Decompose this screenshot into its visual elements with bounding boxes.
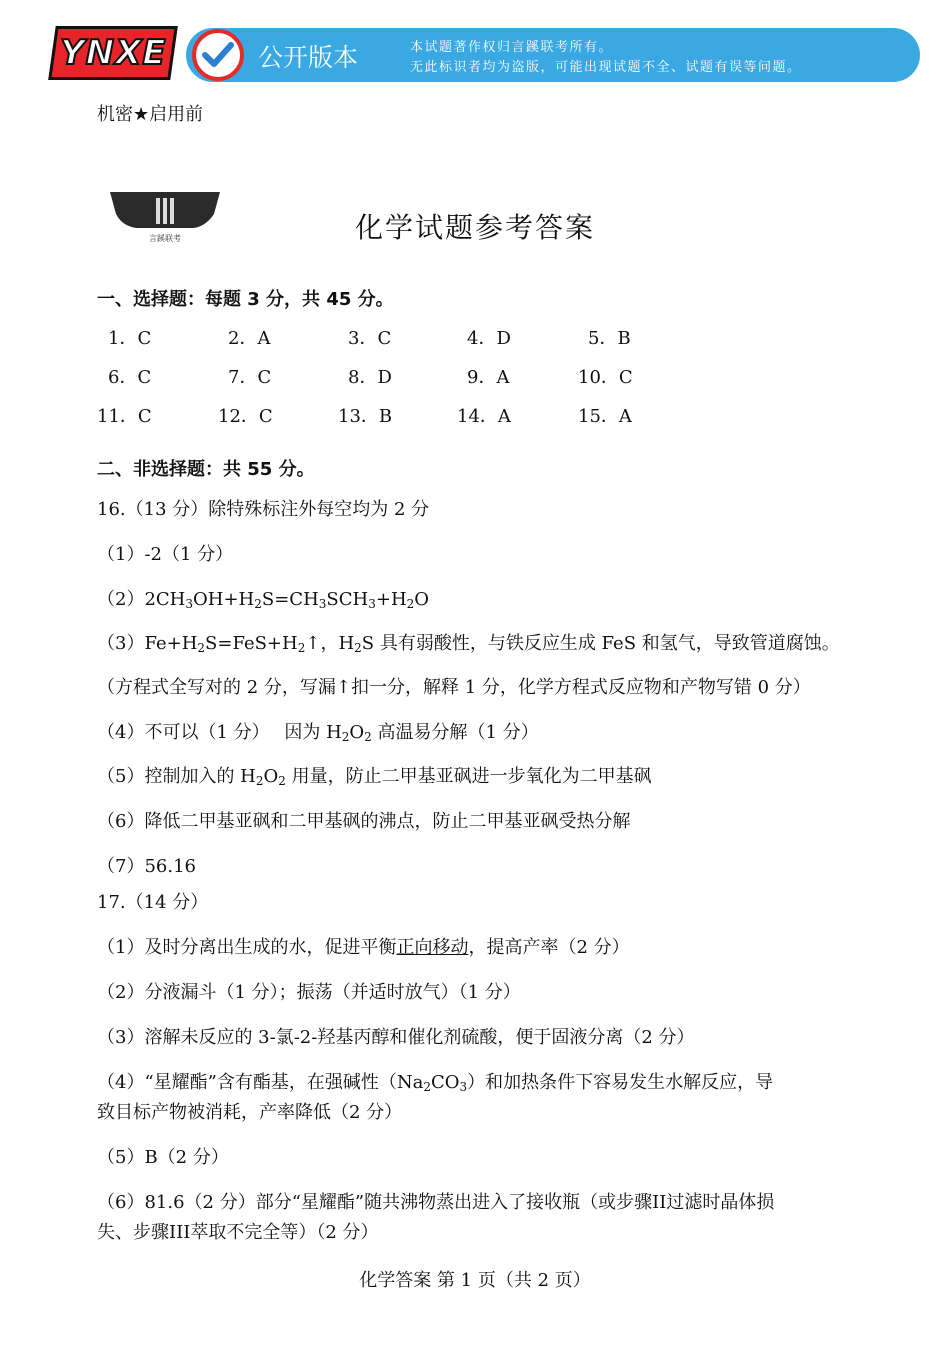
answer-item: 8．D [348,367,392,388]
public-version-label: 公开版本 [258,43,359,72]
q17-answer-6-line2: 失、步骤III萃取不完全等）（2 分） [97,1222,379,1243]
q16-answer-2: $(2)2CH_3OH+H_2S=CH_3SCH_3+H_2O$ [97,589,430,611]
q17-answer-3: （3）溶解未反应的 3-氯-2-羟基丙醇和催化剂硫酸，便于固液分离（2 分） [97,1027,695,1048]
q16-answer-3: $(3)Fe+H_2S=FeS+H_2↑$，$H_2S$ 具有弱酸性，与铁反应生成 FeS 和氢气，导致管道腐蚀。 [97,633,840,655]
ynxe-logo-text: YNXE [59,33,167,73]
q16-header: 16.（13 分）除特殊标注外每空均为 2 分 [97,499,430,520]
q16-answer-1: （1）-2（1 分） [97,544,234,565]
page-title: 化学试题参考答案 [354,211,595,244]
check-icon [192,29,244,81]
answer-item: 2．A [228,328,271,349]
confidential-label: 机密★启用前 [97,104,204,125]
q16-answer-7: （7）56.16 [97,856,196,877]
answer-item: 5．B [588,328,631,349]
answer-item: 10．C [578,367,633,388]
answer-item: 3．C [348,328,392,349]
q17-answer-4-line1: （4）“星耀酯”含有酯基，在强碱性$(Na_2CO_3)$和加热条件下容易发生水解反应，导 [97,1072,774,1094]
answer-item: 15．A [578,406,632,427]
section2-heading: 二、非选择题：共 55 分。 [97,459,315,480]
q17-answer-6-line1: （6）81.6（2 分）部分“星耀酯”随共沸物蒸出进入了接收瓶（或步骤II过滤时晶体损 [97,1192,775,1213]
underlined-text: 正向移动 [396,937,469,958]
answer-item: 12．C [218,406,273,427]
answer-item: 7．C [228,367,272,388]
q17-answer-5: （5）B（2 分） [97,1147,229,1168]
q17-header: 17.（14 分） [97,892,209,913]
q17-answer-1: （1）及时分离出生成的水，促进平衡正向移动，提高产率（2 分） [97,937,630,958]
answer-item: 6．C [108,367,152,388]
answer-item: 13．B [338,406,393,427]
q17-answer-4-line2: 致目标产物被消耗，产率降低（2 分） [97,1102,403,1123]
answer-item: 14．A [457,406,511,427]
copyright-notice-line1: 本试题著作权归言蹊联考所有。 [410,40,614,55]
answer-item: 4．D [467,328,511,349]
answer-item: 1．C [108,328,152,349]
q16-answer-6: （6）降低二甲基亚砜和二甲基砜的沸点，防止二甲基亚砜受热分解 [97,811,631,832]
ynxe-logo [48,26,178,80]
page-footer: 化学答案 第 1 页（共 2 页） [359,1270,591,1291]
q16-answer-4: （4）不可以（1 分） 因为 $H_2O_2$ 高温易分解（1 分） [97,722,539,744]
q17-answer-2: （2）分液漏斗（1 分）；振荡（并适时放气）（1 分） [97,982,521,1003]
q16-answer-5: （5）控制加入的 $H_2O_2$ 用量，防止二甲基亚砜进一步氧化为二甲基砜 [97,766,652,788]
stamp-caption: 言蹊联考 [149,234,181,243]
section1-heading: 一、选择题：每题 3 分，共 45 分。 [97,289,394,310]
answer-item: 11．C [97,406,152,427]
answer-item: 9．A [467,367,510,388]
q16-answer-3-note: （方程式全写对的 2 分，写漏↑扣一分，解释 1 分，化学方程式反应物和产物写错 0 分） [97,677,811,698]
copyright-notice-line2: 无此标识者均为盗版，可能出现试题不全、试题有误等问题。 [410,60,802,75]
